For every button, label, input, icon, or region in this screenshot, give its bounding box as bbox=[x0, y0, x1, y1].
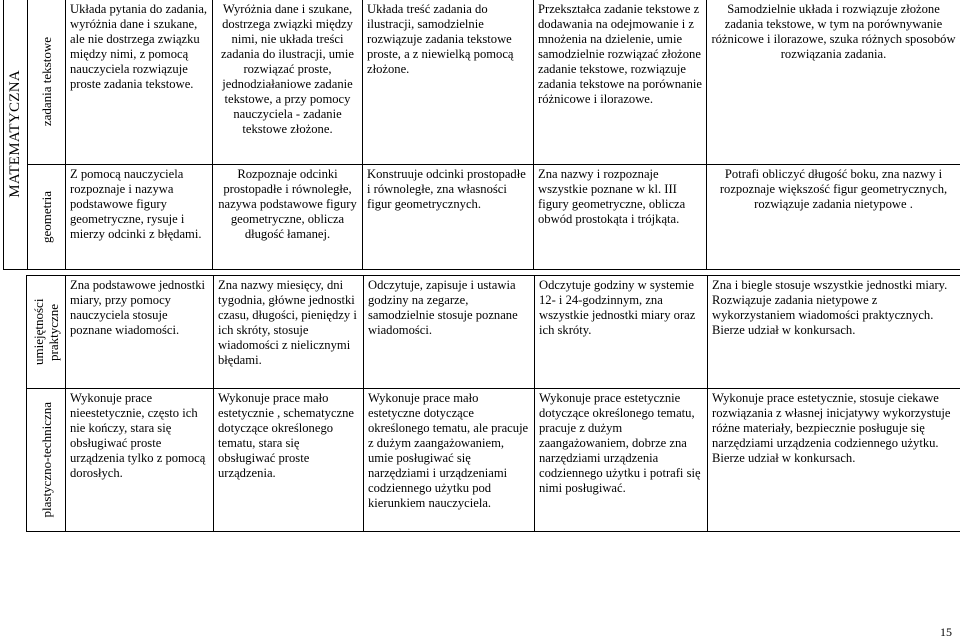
grade-cell: Wykonuje prace estetycznie, stosuje ciekawe rozwiązania z własnej inicjatywy wykorzystuje różne materiały, bezpiecznie posługuje się narzędziami urządzenia codziennego użytku. Bierze udział w konkursach. bbox=[708, 389, 960, 532]
subject-header-cell bbox=[4, 0, 28, 270]
grade-cell: Wykonuje prace mało estetycznie , schematyczne dotyczące określonego tematu, stara się obsługiwać proste urządzenia. bbox=[214, 389, 364, 532]
grade-cell: Zna i biegle stosuje wszystkie jednostki miary. Rozwiązuje zadania nietypowe z wykorzystaniem wiadomości praktycznych. Bierze udział w konkursach. bbox=[708, 276, 960, 389]
practical-requirements-table bbox=[26, 275, 960, 532]
section-label: zadania tekstowe bbox=[39, 37, 54, 127]
grade-cell: Zna nazwy i rozpoznaje wszystkie poznane w kl. III figury geometryczne, oblicza obwód prostokąta i trójkąta. bbox=[534, 165, 707, 270]
table-row bbox=[4, 0, 960, 165]
grade-cell: Z pomocą nauczyciela rozpoznaje i nazywa podstawowe figury geometryczne, rysuje i mierzy odcinki z błędami. bbox=[66, 165, 213, 270]
grade-cell: Wyróżnia dane i szukane, dostrzega związki między nimi, nie układa treści zadania do ilustracji, umie rozwiązać proste, jednodziałaniowe zadanie tekstowe, a przy pomocy nauczyciela - zadanie tekstowe złożone. bbox=[213, 0, 363, 165]
table-row bbox=[27, 276, 960, 389]
grade-cell: Przekształca zadanie tekstowe z dodawania na odejmowanie i z mnożenia na dzielenie, umie samodzielnie rozwiązać złożone zadanie tekstowe, rozwiązuje zadania tekstowe na porównanie różnicowe i ilorazowe. bbox=[534, 0, 707, 165]
grade-cell: Wykonuje prace mało estetyczne dotyczące określonego tematu, ale pracuje z dużym zaangażowaniem, umie posługiwać się narzędziami i urządzeniami codziennego użytku pod kierunkiem nauczyciela. bbox=[364, 389, 535, 532]
math-requirements-table bbox=[3, 0, 960, 270]
section-label: umiejętności praktyczne bbox=[31, 298, 61, 366]
grade-cell: Rozpoznaje odcinki prostopadłe i równoległe, nazywa podstawowe figury geometryczne, oblicza długość łamanej. bbox=[213, 165, 363, 270]
grade-cell: Samodzielnie układa i rozwiązuje złożone zadania tekstowe, w tym na porównywanie różnicowe i ilorazowe, szuka różnych sposobów rozwiązania zadania. bbox=[707, 0, 960, 165]
grade-cell: Zna podstawowe jednostki miary, przy pomocy nauczyciela stosuje poznane wiadomości. bbox=[66, 276, 214, 389]
grade-cell: Odczytuje, zapisuje i ustawia godziny na zegarze, samodzielnie stosuje poznane wiadomości. bbox=[364, 276, 535, 389]
grade-cell: Wykonuje prace estetycznie dotyczące określonego tematu, pracuje z dużym zaangażowaniem, dobrze zna narzędziami urządzenia codziennego użytku i potrafi się nimi posługiwać. bbox=[535, 389, 708, 532]
section-header-cell bbox=[27, 389, 66, 532]
grade-cell: Wykonuje prace nieestetycznie, często ich nie kończy, stara się obsługiwać proste urządzenia tylko z pomocą dorosłych. bbox=[66, 389, 214, 532]
page-number: 15 bbox=[940, 625, 952, 639]
grade-cell: Potrafi obliczyć długość boku, zna nazwy i rozpoznaje większość figur geometrycznych, rozwiązuje zadania nietypowe . bbox=[707, 165, 960, 270]
section-header-cell bbox=[28, 0, 66, 165]
section-header-cell bbox=[27, 276, 66, 389]
grade-cell: Konstruuje odcinki prostopadłe i równoległe, zna własności figur geometrycznych. bbox=[363, 165, 534, 270]
section-header-cell bbox=[28, 165, 66, 270]
grade-cell: Zna nazwy miesięcy, dni tygodnia, główne jednostki czasu, długości, pieniędzy i ich skróty, stosuje wiadomości z nielicznymi błędami. bbox=[214, 276, 364, 389]
table-row bbox=[4, 165, 960, 270]
grade-cell: Odczytuje godziny w systemie 12- i 24-godzinnym, zna wszystkie jednostki miary oraz ich skróty. bbox=[535, 276, 708, 389]
section-label: plastyczno-techniczna bbox=[38, 402, 54, 518]
table-row bbox=[27, 389, 960, 532]
subject-label: MATEMATYCZNA bbox=[7, 70, 23, 198]
grade-cell: Układa treść zadania do ilustracji, samodzielnie rozwiązuje zadania tekstowe proste, a z niewielką pomocą złożone. bbox=[363, 0, 534, 165]
grade-cell: Układa pytania do zadania, wyróżnia dane i szukane, ale nie dostrzega związku między nimi, z pomocą nauczyciela rozwiązuje proste zadania tekstowe. bbox=[66, 0, 213, 165]
section-label: geometria bbox=[39, 191, 54, 243]
